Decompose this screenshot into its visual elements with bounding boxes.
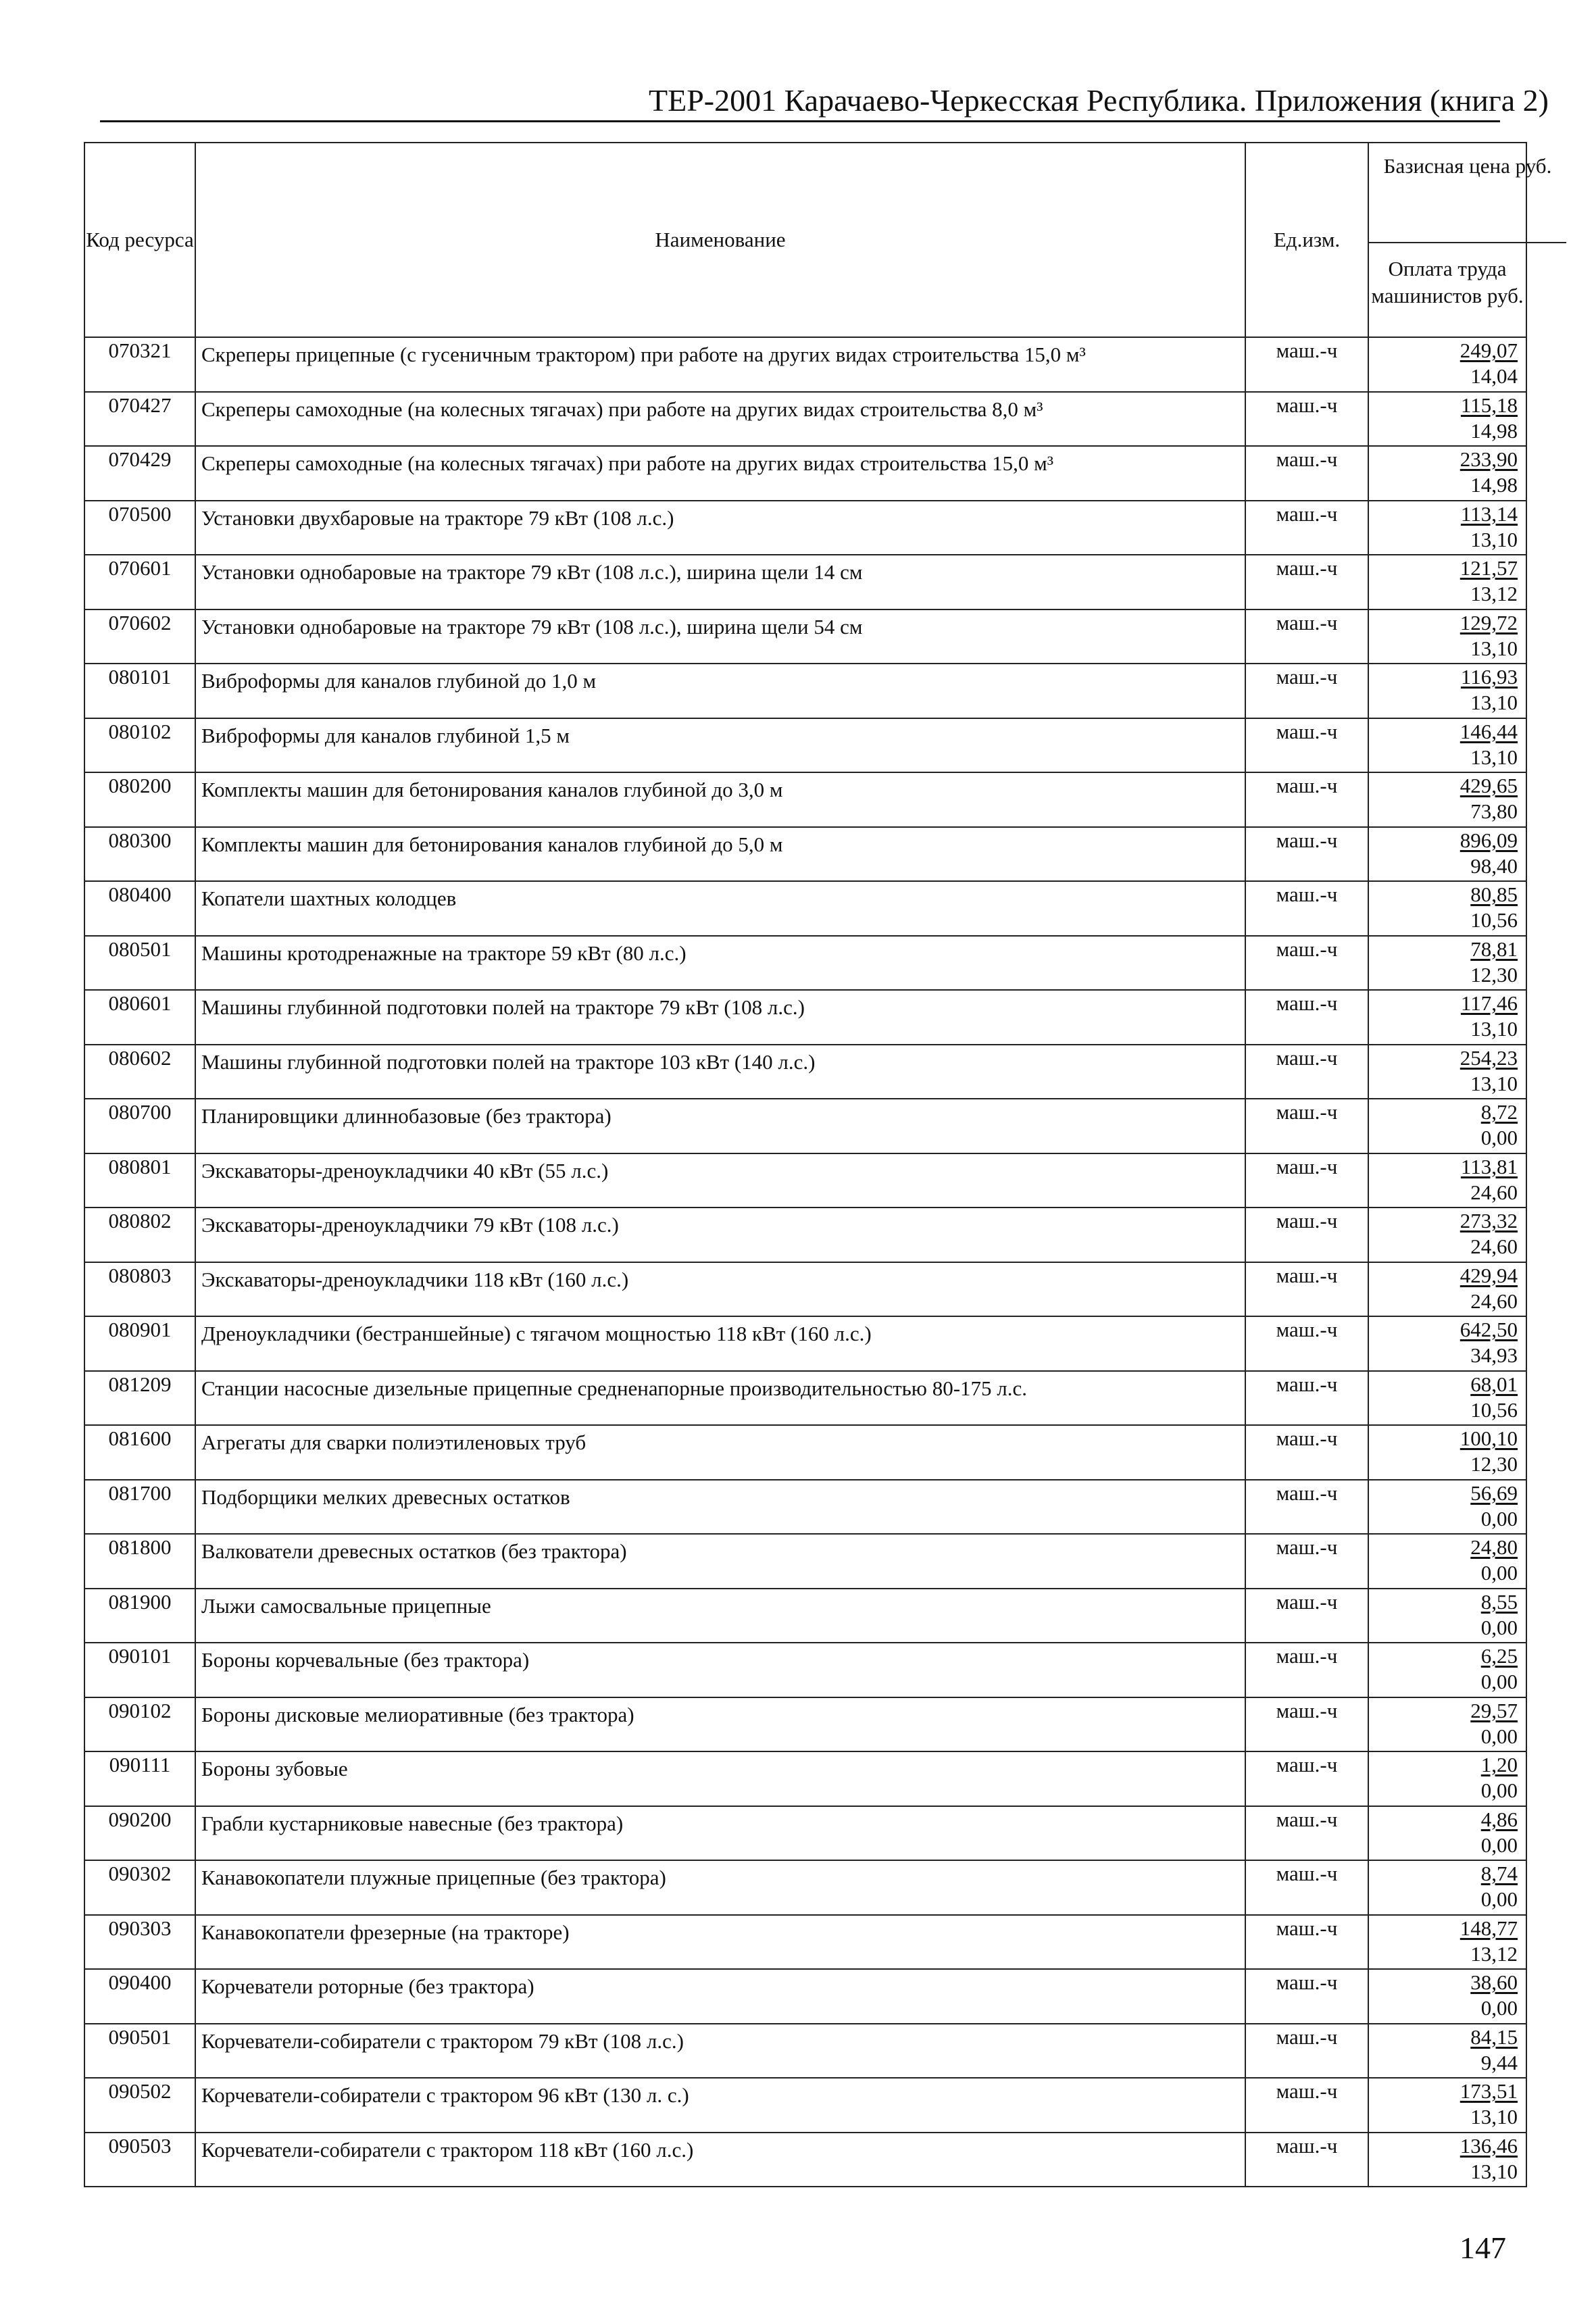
operator-wage: 14,98 (1470, 473, 1518, 497)
header-wage-label: Оплата труда машинистов руб. (1371, 257, 1524, 307)
price-cell (1368, 1153, 1526, 1208)
operator-wage: 13,10 (1470, 2105, 1518, 2129)
price-cell (1368, 1371, 1526, 1426)
name-cell: Комплекты машин для бетонирования каналов глубиной до 5,0 м (195, 827, 1245, 882)
base-price: 80,85 (1470, 882, 1518, 906)
operator-wage: 0,00 (1480, 1778, 1518, 1802)
code-cell: 080602 (84, 1045, 195, 1099)
table-row (84, 1697, 1526, 1752)
code-cell: 070602 (84, 609, 195, 664)
operator-wage: 24,60 (1470, 1289, 1518, 1313)
name-cell: Дреноукладчики (бестраншейные) с тягачом мощностью 118 кВт (160 л.с.) (195, 1316, 1245, 1371)
code-cell: 080200 (84, 772, 195, 827)
unit-cell: маш.-ч (1245, 1153, 1368, 1208)
unit-cell: маш.-ч (1245, 1045, 1368, 1099)
code-cell: 081800 (84, 1534, 195, 1589)
table-row (84, 1045, 1526, 1099)
name-cell: Корчеватели роторные (без трактора) (195, 1969, 1245, 2024)
operator-wage: 9,44 (1480, 2050, 1518, 2074)
table-row (84, 990, 1526, 1045)
unit-cell: маш.-ч (1245, 1262, 1368, 1317)
name-cell: Машины кротодренажные на тракторе 59 кВт (80 л.с.) (195, 936, 1245, 991)
base-price: 84,15 (1470, 2024, 1518, 2049)
operator-wage: 13,10 (1470, 1071, 1518, 1095)
table-row (84, 1534, 1526, 1589)
base-price: 146,44 (1460, 719, 1518, 743)
price-cell (1368, 1534, 1526, 1589)
operator-wage: 13,10 (1470, 691, 1518, 714)
price-cell (1368, 1915, 1526, 1970)
name-cell: Бороны зубовые (195, 1751, 1245, 1806)
price-cell (1368, 1643, 1526, 1697)
code-cell: 070601 (84, 555, 195, 609)
price-cell (1368, 555, 1526, 609)
price-cell (1368, 1316, 1526, 1371)
header-price-label: Базисная цена руб. (1369, 143, 1566, 243)
unit-cell: маш.-ч (1245, 1697, 1368, 1752)
base-price: 273,32 (1460, 1209, 1518, 1233)
base-price: 121,57 (1460, 556, 1518, 580)
name-cell: Установки однобаровые на тракторе 79 кВт (108 л.с.), ширина щели 54 см (195, 609, 1245, 664)
table-row (84, 1806, 1526, 1861)
base-price: 642,50 (1460, 1318, 1518, 1341)
unit-cell: маш.-ч (1245, 2133, 1368, 2187)
code-cell: 080801 (84, 1153, 195, 1208)
price-cell (1368, 1806, 1526, 1861)
price-cell (1368, 2133, 1526, 2187)
table-row (84, 1208, 1526, 1262)
price-cell (1368, 772, 1526, 827)
operator-wage: 13,10 (1470, 636, 1518, 660)
base-price: 68,01 (1470, 1372, 1518, 1396)
base-price: 429,94 (1460, 1263, 1518, 1287)
name-cell: Планировщики длиннобазовые (без трактора) (195, 1099, 1245, 1153)
unit-cell: маш.-ч (1245, 1643, 1368, 1697)
unit-cell: маш.-ч (1245, 446, 1368, 501)
table-row (84, 1969, 1526, 2024)
base-price: 254,23 (1460, 1045, 1518, 1070)
code-cell: 090302 (84, 1860, 195, 1915)
name-cell: Машины глубинной подготовки полей на тракторе 103 кВт (140 л.с.) (195, 1045, 1245, 1099)
code-cell: 080802 (84, 1208, 195, 1262)
name-cell: Корчеватели-собиратели с трактором 96 кВт (130 л. с.) (195, 2078, 1245, 2133)
code-cell: 090200 (84, 1806, 195, 1861)
name-cell: Валкователи древесных остатков (без трактора) (195, 1534, 1245, 1589)
table-row (84, 718, 1526, 773)
name-cell: Корчеватели-собиратели с трактором 118 кВт (160 л.с.) (195, 2133, 1245, 2187)
operator-wage: 0,00 (1480, 1561, 1518, 1585)
table-row (84, 501, 1526, 555)
operator-wage: 0,00 (1480, 1996, 1518, 2020)
name-cell: Машины глубинной подготовки полей на тракторе 79 кВт (108 л.с.) (195, 990, 1245, 1045)
name-cell: Скреперы самоходные (на колесных тягачах) при работе на других видах строительства 8,0 м³ (195, 392, 1245, 447)
code-cell: 080803 (84, 1262, 195, 1317)
header-unit (1245, 143, 1368, 337)
unit-cell: маш.-ч (1245, 1316, 1368, 1371)
page-title: ТЕР-2001 Карачаево-Черкесская Республика. Приложения (книга 2) (649, 83, 1549, 118)
operator-wage: 13,10 (1470, 745, 1518, 769)
price-cell (1368, 446, 1526, 501)
operator-wage: 98,40 (1470, 853, 1518, 878)
code-cell: 090400 (84, 1969, 195, 2024)
code-cell: 090501 (84, 2024, 195, 2078)
code-cell: 090101 (84, 1643, 195, 1697)
code-cell: 080300 (84, 827, 195, 882)
price-cell (1368, 2024, 1526, 2078)
base-price: 8,74 (1480, 1862, 1518, 1885)
price-cell (1368, 337, 1526, 392)
table-row (84, 1860, 1526, 1915)
unit-cell: маш.-ч (1245, 1860, 1368, 1915)
operator-wage: 14,98 (1470, 418, 1518, 443)
code-cell: 070321 (84, 337, 195, 392)
name-cell: Грабли кустарниковые навесные (без трактора) (195, 1806, 1245, 1861)
unit-cell: маш.-ч (1245, 718, 1368, 773)
price-cell (1368, 1425, 1526, 1480)
code-cell: 080101 (84, 664, 195, 718)
code-cell: 081900 (84, 1589, 195, 1643)
operator-wage: 0,00 (1480, 1724, 1518, 1748)
base-price: 148,77 (1460, 1916, 1518, 1940)
base-price: 116,93 (1460, 665, 1518, 689)
operator-wage: 0,00 (1480, 1887, 1518, 1911)
base-price: 29,57 (1470, 1698, 1518, 1722)
table-row (84, 664, 1526, 718)
base-price: 24,80 (1470, 1535, 1518, 1559)
base-price: 249,07 (1460, 339, 1518, 362)
operator-wage: 12,30 (1470, 962, 1518, 987)
unit-cell: маш.-ч (1245, 1751, 1368, 1806)
price-cell (1368, 1860, 1526, 1915)
table-row (84, 392, 1526, 447)
base-price: 4,86 (1480, 1807, 1518, 1831)
code-cell: 080400 (84, 881, 195, 936)
name-cell: Виброформы для каналов глубиной до 1,0 м (195, 664, 1245, 718)
price-cell (1368, 2078, 1526, 2133)
name-cell: Канавокопатели плужные прицепные (без трактора) (195, 1860, 1245, 1915)
operator-wage: 0,00 (1480, 1670, 1518, 1693)
unit-cell: маш.-ч (1245, 772, 1368, 827)
table-row (84, 827, 1526, 882)
unit-cell: маш.-ч (1245, 1371, 1368, 1426)
base-price: 1,20 (1480, 1753, 1518, 1776)
table-row (84, 1915, 1526, 1970)
table-row (84, 2133, 1526, 2187)
header-price (1368, 143, 1552, 337)
unit-cell: маш.-ч (1245, 827, 1368, 882)
base-price: 8,55 (1480, 1589, 1518, 1614)
base-price: 129,72 (1460, 610, 1518, 634)
name-cell: Канавокопатели фрезерные (на тракторе) (195, 1915, 1245, 1970)
name-cell: Станции насосные дизельные прицепные средненапорные производительностью 80-175 л.с. (195, 1371, 1245, 1426)
code-cell: 081700 (84, 1480, 195, 1535)
code-cell: 090111 (84, 1751, 195, 1806)
unit-cell: маш.-ч (1245, 1915, 1368, 1970)
unit-cell: маш.-ч (1245, 936, 1368, 991)
table-row (84, 936, 1526, 991)
unit-cell: маш.-ч (1245, 1589, 1368, 1643)
name-cell: Установки однобаровые на тракторе 79 кВт (108 л.с.), ширина щели 14 см (195, 555, 1245, 609)
unit-cell: маш.-ч (1245, 1099, 1368, 1153)
table-row (84, 772, 1526, 827)
operator-wage: 10,56 (1470, 1397, 1518, 1422)
name-cell: Скреперы прицепные (с гусеничным трактором) при работе на других видах строительства 15,0 м³ (195, 337, 1245, 392)
header-code-label: Код ресурса (86, 228, 194, 251)
table-row (84, 1589, 1526, 1643)
operator-wage: 0,00 (1480, 1506, 1518, 1530)
operator-wage: 12,30 (1470, 1452, 1518, 1476)
name-cell: Экскаваторы-дреноукладчики 118 кВт (160 л.с.) (195, 1262, 1245, 1317)
operator-wage: 13,10 (1470, 2159, 1518, 2183)
resource-table (84, 142, 1552, 2187)
operator-wage: 13,10 (1470, 527, 1518, 551)
name-cell: Экскаваторы-дреноукладчики 40 кВт (55 л.с.) (195, 1153, 1245, 1208)
code-cell: 081209 (84, 1371, 195, 1426)
name-cell: Скреперы самоходные (на колесных тягачах) при работе на других видах строительства 15,0 м³ (195, 446, 1245, 501)
unit-cell: маш.-ч (1245, 2078, 1368, 2133)
table-row (84, 2024, 1526, 2078)
unit-cell: маш.-ч (1245, 990, 1368, 1045)
price-cell (1368, 609, 1526, 664)
base-price: 115,18 (1460, 393, 1518, 417)
unit-cell: маш.-ч (1245, 2024, 1368, 2078)
table-row (84, 1643, 1526, 1697)
price-cell (1368, 1969, 1526, 2024)
price-cell (1368, 392, 1526, 447)
name-cell: Бороны корчевальные (без трактора) (195, 1643, 1245, 1697)
base-price: 113,81 (1460, 1154, 1518, 1178)
operator-wage: 73,80 (1470, 799, 1518, 823)
unit-cell: маш.-ч (1245, 392, 1368, 447)
name-cell: Агрегаты для сварки полиэтиленовых труб (195, 1425, 1245, 1480)
price-cell (1368, 1751, 1526, 1806)
operator-wage: 13,12 (1470, 1941, 1518, 1966)
code-cell: 080102 (84, 718, 195, 773)
table-row (84, 881, 1526, 936)
price-cell (1368, 881, 1526, 936)
base-price: 56,69 (1470, 1480, 1518, 1505)
base-price: 136,46 (1460, 2133, 1518, 2158)
table-row (84, 1262, 1526, 1317)
code-cell: 070429 (84, 446, 195, 501)
price-cell (1368, 664, 1526, 718)
header-name-label: Наименование (655, 228, 786, 251)
code-cell: 080901 (84, 1316, 195, 1371)
price-cell (1368, 827, 1526, 882)
name-cell: Бороны дисковые мелиоративные (без трактора) (195, 1697, 1245, 1752)
base-price: 429,65 (1460, 774, 1518, 797)
unit-cell: маш.-ч (1245, 881, 1368, 936)
name-cell: Экскаваторы-дреноукладчики 79 кВт (108 л.с.) (195, 1208, 1245, 1262)
name-cell: Лыжи самосвальные прицепные (195, 1589, 1245, 1643)
base-price: 173,51 (1460, 2079, 1518, 2103)
operator-wage: 14,04 (1470, 364, 1518, 388)
code-cell: 080501 (84, 936, 195, 991)
base-price: 78,81 (1470, 937, 1518, 961)
price-cell (1368, 1589, 1526, 1643)
price-cell (1368, 1045, 1526, 1099)
unit-cell: маш.-ч (1245, 1425, 1368, 1480)
unit-cell: маш.-ч (1245, 664, 1368, 718)
base-price: 6,25 (1480, 1644, 1518, 1668)
name-cell: Корчеватели-собиратели с трактором 79 кВт (108 л.с.) (195, 2024, 1245, 2078)
table-row (84, 1099, 1526, 1153)
operator-wage: 0,00 (1480, 1615, 1518, 1639)
base-price: 8,72 (1480, 1100, 1518, 1124)
table-row (84, 1371, 1526, 1426)
code-cell: 081600 (84, 1425, 195, 1480)
operator-wage: 0,00 (1480, 1833, 1518, 1857)
price-cell (1368, 1099, 1526, 1153)
price-cell (1368, 936, 1526, 991)
code-cell: 070500 (84, 501, 195, 555)
price-cell (1368, 718, 1526, 773)
base-price: 113,14 (1460, 501, 1518, 526)
table-row (84, 1751, 1526, 1806)
price-cell (1368, 501, 1526, 555)
header-unit-label: Ед.изм. (1273, 228, 1341, 251)
unit-cell: маш.-ч (1245, 1806, 1368, 1861)
code-cell: 090303 (84, 1915, 195, 1970)
operator-wage: 24,60 (1470, 1235, 1518, 1258)
unit-cell: маш.-ч (1245, 1480, 1368, 1535)
name-cell: Виброформы для каналов глубиной 1,5 м (195, 718, 1245, 773)
table-row (84, 2078, 1526, 2133)
header-name (195, 143, 1245, 337)
price-cell (1368, 990, 1526, 1045)
name-cell: Установки двухбаровые на тракторе 79 кВт (108 л.с.) (195, 501, 1245, 555)
page-number: 147 (1460, 2231, 1506, 2265)
table-row (84, 446, 1526, 501)
base-price: 117,46 (1460, 991, 1518, 1015)
table-row (84, 609, 1526, 664)
unit-cell: маш.-ч (1245, 609, 1368, 664)
operator-wage: 24,60 (1470, 1180, 1518, 1204)
code-cell: 090502 (84, 2078, 195, 2133)
base-price: 38,60 (1470, 1970, 1518, 1994)
operator-wage: 13,10 (1470, 1017, 1518, 1041)
table-row (84, 337, 1526, 392)
operator-wage: 0,00 (1480, 1126, 1518, 1149)
base-price: 100,10 (1460, 1426, 1518, 1450)
price-cell (1368, 1208, 1526, 1262)
base-price: 896,09 (1460, 828, 1518, 852)
name-cell: Копатели шахтных колодцев (195, 881, 1245, 936)
code-cell: 090503 (84, 2133, 195, 2187)
name-cell: Подборщики мелких древесных остатков (195, 1480, 1245, 1535)
operator-wage: 34,93 (1470, 1343, 1518, 1367)
table-header-row (84, 143, 1526, 337)
header-code (84, 143, 195, 337)
code-cell: 070427 (84, 392, 195, 447)
unit-cell: маш.-ч (1245, 501, 1368, 555)
code-cell: 090102 (84, 1697, 195, 1752)
table-row (84, 555, 1526, 609)
base-price: 233,90 (1460, 447, 1518, 471)
unit-cell: маш.-ч (1245, 555, 1368, 609)
table-row (84, 1153, 1526, 1208)
header-rule (100, 120, 1500, 122)
code-cell: 080601 (84, 990, 195, 1045)
unit-cell: маш.-ч (1245, 1969, 1368, 2024)
operator-wage: 10,56 (1470, 908, 1518, 932)
price-cell (1368, 1480, 1526, 1535)
table-row (84, 1425, 1526, 1480)
code-cell: 080700 (84, 1099, 195, 1153)
unit-cell: маш.-ч (1245, 337, 1368, 392)
price-cell (1368, 1697, 1526, 1752)
operator-wage: 13,12 (1470, 582, 1518, 605)
name-cell: Комплекты машин для бетонирования каналов глубиной до 3,0 м (195, 772, 1245, 827)
table-row (84, 1316, 1526, 1371)
table-row (84, 1480, 1526, 1535)
price-cell (1368, 1262, 1526, 1317)
unit-cell: маш.-ч (1245, 1534, 1368, 1589)
unit-cell: маш.-ч (1245, 1208, 1368, 1262)
